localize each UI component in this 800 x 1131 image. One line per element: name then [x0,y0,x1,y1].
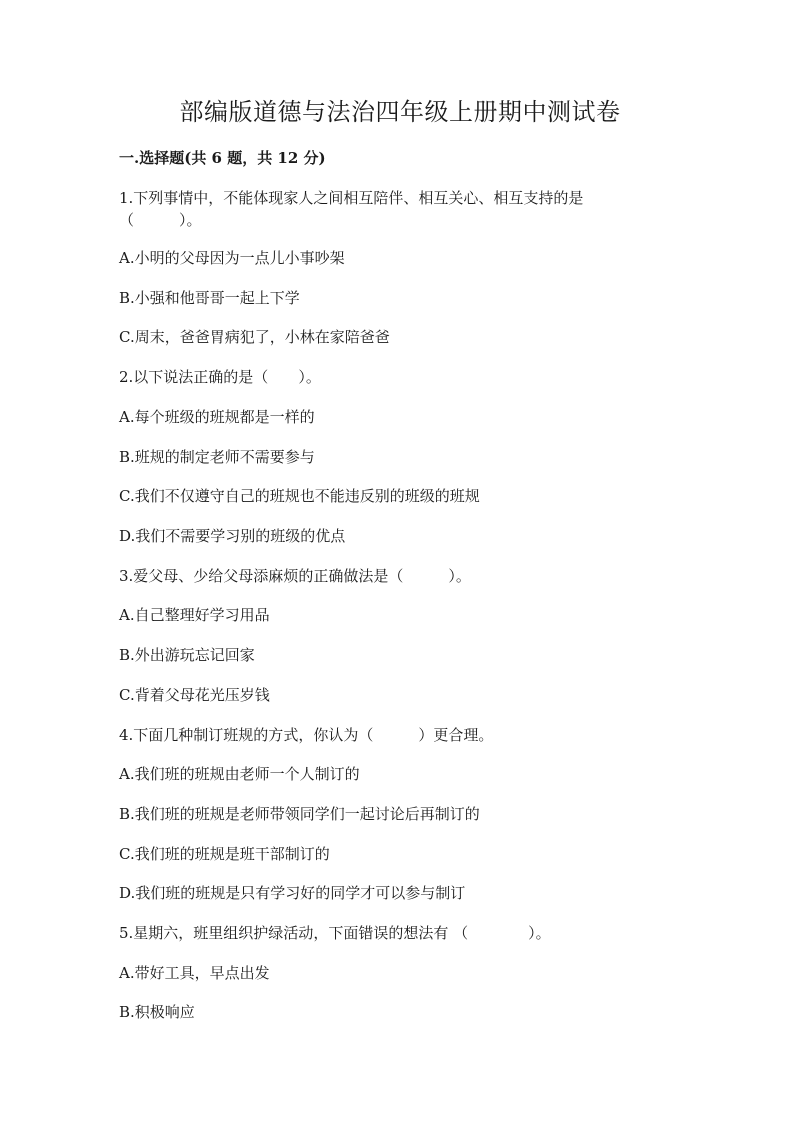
question-3-option-c: C.背着父母花光压岁钱 [119,686,270,704]
question-4-option-a: A.我们班的班规由老师一个人制订的 [119,765,360,783]
section-heading: 一.选择题(共 6 题，共 12 分) [119,149,326,167]
question-3-option-a: A.自己整理好学习用品 [119,606,270,624]
question-1-option-a: A.小明的父母因为一点儿小事吵架 [119,249,345,267]
question-5-option-b: B.积极响应 [119,1003,195,1021]
question-4-option-d: D.我们班的班规是只有学习好的同学才可以参与制订 [119,884,466,902]
question-1-stem-line-2: （ ）。 [119,211,202,229]
question-2-stem: 2.以下说法正确的是（ ）。 [119,368,321,386]
question-2-option-d: D.我们不需要学习别的班级的优点 [119,527,346,545]
question-4-option-c: C.我们班的班规是班干部制订的 [119,845,330,863]
question-2-option-b: B.班规的制定老师不需要参与 [119,448,315,466]
question-3-option-b: B.外出游玩忘记回家 [119,646,255,664]
question-3-stem: 3.爱父母、少给父母添麻烦的正确做法是（ ）。 [119,567,471,585]
question-4-option-b: B.我们班的班规是老师带领同学们一起讨论后再制订的 [119,805,480,823]
question-2-option-a: A.每个班级的班规都是一样的 [119,408,315,426]
question-2-option-c: C.我们不仅遵守自己的班规也不能违反别的班级的班规 [119,487,480,505]
question-1-option-b: B.小强和他哥哥一起上下学 [119,289,300,307]
question-5-option-a: A.带好工具，早点出发 [119,964,270,982]
page-title: 部编版道德与法治四年级上册期中测试卷 [179,98,621,126]
question-5-stem: 5.星期六，班里组织护绿活动，下面错误的想法有 （ ）。 [119,924,551,942]
question-1-option-c: C.周末，爸爸胃病犯了，小林在家陪爸爸 [119,328,390,346]
question-4-stem: 4.下面几种制订班规的方式，你认为（ ）更合理。 [119,726,494,744]
question-1-stem-line-1: 1.下列事情中，不能体现家人之间相互陪伴、相互关心、相互支持的是 [119,189,584,207]
